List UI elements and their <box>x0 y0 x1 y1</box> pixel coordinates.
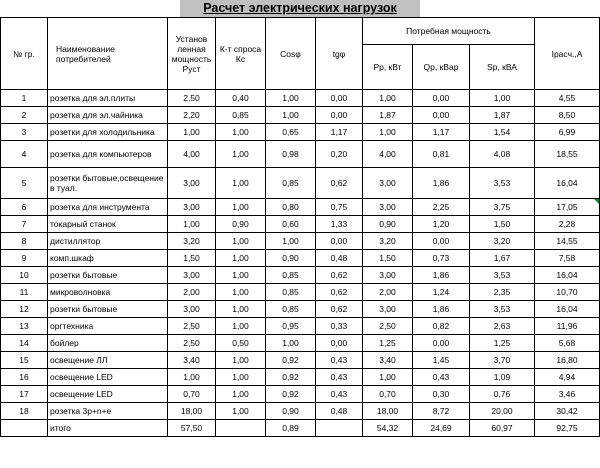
total-qp: 24,69 <box>413 420 470 437</box>
row-name: розетка для инструмента <box>48 199 168 216</box>
table-row <box>1 403 600 420</box>
row-sp: 2,63 <box>470 318 535 335</box>
row-demand-factor: 0,50 <box>216 335 266 352</box>
row-pp: 2,00 <box>363 284 413 301</box>
row-qp: 2,25 <box>413 199 470 216</box>
row-current: 16,80 <box>535 352 600 369</box>
total-installed: 57,50 <box>168 420 216 437</box>
row-installed: 4,00 <box>168 141 216 168</box>
row-name: розетки бытовые <box>48 301 168 318</box>
row-num: 5 <box>1 168 48 199</box>
row-demand-factor: 0,40 <box>216 90 266 107</box>
table-row <box>1 90 600 107</box>
row-cos: 1,00 <box>266 233 316 250</box>
row-current: 6,99 <box>535 124 600 141</box>
header-qp: Qр, кВар <box>413 45 470 90</box>
row-demand-factor: 1,00 <box>216 250 266 267</box>
row-installed: 1,00 <box>168 124 216 141</box>
row-sp: 3,53 <box>470 168 535 199</box>
row-current: 14,55 <box>535 233 600 250</box>
row-qp: 1,17 <box>413 124 470 141</box>
row-installed: 3,00 <box>168 301 216 318</box>
row-installed: 2,50 <box>168 318 216 335</box>
row-demand-factor: 1,00 <box>216 233 266 250</box>
row-current: 17,05 <box>535 199 600 216</box>
row-sp: 1,09 <box>470 369 535 386</box>
row-pp: 3,20 <box>363 233 413 250</box>
row-current: 10,70 <box>535 284 600 301</box>
row-num: 1 <box>1 90 48 107</box>
row-current: 2,28 <box>535 216 600 233</box>
row-cos: 1,00 <box>266 107 316 124</box>
row-num: 12 <box>1 301 48 318</box>
row-num: 4 <box>1 141 48 168</box>
row-qp: 8,72 <box>413 403 470 420</box>
row-cos: 0,92 <box>266 369 316 386</box>
row-demand-factor: 1,00 <box>216 369 266 386</box>
header-name: Наименование потребителей <box>48 18 168 90</box>
row-tg: 0,62 <box>316 168 363 199</box>
header-num: № гр. <box>1 18 48 90</box>
row-cos: 1,00 <box>266 335 316 352</box>
row-tg: 0,20 <box>316 141 363 168</box>
total-label: итого <box>48 420 168 437</box>
row-current: 3,46 <box>535 386 600 403</box>
table-row <box>1 107 600 124</box>
row-name: бойлер <box>48 335 168 352</box>
total-row <box>1 420 600 437</box>
row-num: 3 <box>1 124 48 141</box>
header-row-top <box>1 18 600 45</box>
row-pp: 1,50 <box>363 250 413 267</box>
row-qp: 1,24 <box>413 284 470 301</box>
row-sp: 4,08 <box>470 141 535 168</box>
total-current: 92,75 <box>535 420 600 437</box>
row-tg: 0,00 <box>316 107 363 124</box>
row-name: токарный станок <box>48 216 168 233</box>
row-installed: 0,70 <box>168 386 216 403</box>
row-name: освещение LED <box>48 386 168 403</box>
row-sp: 1,87 <box>470 107 535 124</box>
row-tg: 0,43 <box>316 386 363 403</box>
row-demand-factor: 1,00 <box>216 199 266 216</box>
table-body <box>1 90 600 420</box>
table-row <box>1 168 600 199</box>
row-cos: 0,85 <box>266 267 316 284</box>
row-sp: 1,67 <box>470 250 535 267</box>
row-installed: 3,20 <box>168 233 216 250</box>
header-demand-power: Потребная мощность <box>363 18 535 45</box>
row-sp: 1,54 <box>470 124 535 141</box>
table-row <box>1 369 600 386</box>
row-qp: 1,86 <box>413 301 470 318</box>
row-cos: 0,92 <box>266 352 316 369</box>
row-pp: 3,00 <box>363 267 413 284</box>
row-tg: 0,43 <box>316 369 363 386</box>
row-tg: 1,33 <box>316 216 363 233</box>
table-row <box>1 352 600 369</box>
row-demand-factor: 1,00 <box>216 124 266 141</box>
header-sp: Sр, кВА <box>470 45 535 90</box>
row-installed: 18,00 <box>168 403 216 420</box>
row-tg: 0,00 <box>316 233 363 250</box>
row-cos: 1,00 <box>266 90 316 107</box>
row-demand-factor: 1,00 <box>216 403 266 420</box>
row-pp: 3,00 <box>363 199 413 216</box>
header-tg: tgφ <box>316 18 363 90</box>
row-num: 9 <box>1 250 48 267</box>
row-tg: 0,48 <box>316 250 363 267</box>
row-pp: 0,70 <box>363 386 413 403</box>
row-name: освещение LED <box>48 369 168 386</box>
row-qp: 0,82 <box>413 318 470 335</box>
row-name: розетки бытовые,освещение в туал. <box>48 168 168 199</box>
total-num-cell <box>1 420 48 437</box>
row-num: 16 <box>1 369 48 386</box>
row-installed: 1,50 <box>168 250 216 267</box>
row-name: дистиллятор <box>48 233 168 250</box>
comment-marker-icon <box>594 199 599 204</box>
row-pp: 18,00 <box>363 403 413 420</box>
table-row <box>1 141 600 168</box>
row-demand-factor: 1,00 <box>216 168 266 199</box>
row-name: комп.шкаф <box>48 250 168 267</box>
row-tg: 0,48 <box>316 403 363 420</box>
table-row <box>1 284 600 301</box>
row-name: розетка для эл.чайника <box>48 107 168 124</box>
row-sp: 2,35 <box>470 284 535 301</box>
row-installed: 3,40 <box>168 352 216 369</box>
row-pp: 2,50 <box>363 318 413 335</box>
row-qp: 0,00 <box>413 107 470 124</box>
row-pp: 1,25 <box>363 335 413 352</box>
table-row <box>1 335 600 352</box>
row-installed: 2,00 <box>168 284 216 301</box>
table-row <box>1 216 600 233</box>
row-name: розетка для компьютеров <box>48 141 168 168</box>
row-sp: 3,20 <box>470 233 535 250</box>
row-current: 4,55 <box>535 90 600 107</box>
row-sp: 1,50 <box>470 216 535 233</box>
row-cos: 0,65 <box>266 124 316 141</box>
row-cos: 0,80 <box>266 199 316 216</box>
row-num: 17 <box>1 386 48 403</box>
row-demand-factor: 1,00 <box>216 386 266 403</box>
row-demand-factor: 0,90 <box>216 216 266 233</box>
row-sp: 3,70 <box>470 352 535 369</box>
row-cos: 0,85 <box>266 301 316 318</box>
row-pp: 1,00 <box>363 124 413 141</box>
row-qp: 1,86 <box>413 168 470 199</box>
total-cos: 0,89 <box>266 420 316 437</box>
row-installed: 1,00 <box>168 216 216 233</box>
table-row <box>1 301 600 318</box>
row-sp: 0,76 <box>470 386 535 403</box>
row-pp: 1,87 <box>363 107 413 124</box>
table-row <box>1 124 600 141</box>
row-num: 6 <box>1 199 48 216</box>
row-num: 18 <box>1 403 48 420</box>
row-pp: 1,00 <box>363 90 413 107</box>
row-pp: 1,00 <box>363 369 413 386</box>
row-pp: 3,40 <box>363 352 413 369</box>
row-current: 16,04 <box>535 301 600 318</box>
row-tg: 1,17 <box>316 124 363 141</box>
row-num: 13 <box>1 318 48 335</box>
row-tg: 0,62 <box>316 301 363 318</box>
row-qp: 0,00 <box>413 90 470 107</box>
total-kc-cell <box>216 420 266 437</box>
row-installed: 3,00 <box>168 267 216 284</box>
row-qp: 0,81 <box>413 141 470 168</box>
table-row <box>1 318 600 335</box>
row-tg: 0,00 <box>316 335 363 352</box>
row-tg: 0,62 <box>316 284 363 301</box>
row-current: 11,96 <box>535 318 600 335</box>
row-pp: 3,00 <box>363 301 413 318</box>
table-row <box>1 199 600 216</box>
row-installed: 3,00 <box>168 168 216 199</box>
row-installed: 3,00 <box>168 199 216 216</box>
row-qp: 1,86 <box>413 267 470 284</box>
row-tg: 0,75 <box>316 199 363 216</box>
total-tg-cell <box>316 420 363 437</box>
row-current: 30,42 <box>535 403 600 420</box>
row-demand-factor: 1,00 <box>216 284 266 301</box>
row-qp: 0,00 <box>413 233 470 250</box>
row-cos: 0,95 <box>266 318 316 335</box>
header-demand-factor: К-т спроса Кс <box>216 18 266 90</box>
row-qp: 0,73 <box>413 250 470 267</box>
row-demand-factor: 1,00 <box>216 267 266 284</box>
row-installed: 2,20 <box>168 107 216 124</box>
row-current: 16,04 <box>535 267 600 284</box>
row-current: 4,94 <box>535 369 600 386</box>
row-sp: 3,53 <box>470 267 535 284</box>
table-row <box>1 267 600 284</box>
row-current: 8,50 <box>535 107 600 124</box>
row-installed: 1,00 <box>168 369 216 386</box>
row-name: розетка для эл.плиты <box>48 90 168 107</box>
row-tg: 0,00 <box>316 90 363 107</box>
header-pp: Рр, кВт <box>363 45 413 90</box>
row-demand-factor: 1,00 <box>216 141 266 168</box>
row-installed: 2,50 <box>168 90 216 107</box>
row-cos: 0,90 <box>266 250 316 267</box>
row-qp: 0,30 <box>413 386 470 403</box>
row-name: розетки для холодильника <box>48 124 168 141</box>
row-cos: 0,92 <box>266 386 316 403</box>
row-qp: 1,45 <box>413 352 470 369</box>
row-num: 14 <box>1 335 48 352</box>
row-num: 11 <box>1 284 48 301</box>
row-name: оргтехника <box>48 318 168 335</box>
row-name: микроволновка <box>48 284 168 301</box>
row-tg: 0,62 <box>316 267 363 284</box>
row-sp: 1,25 <box>470 335 535 352</box>
table-row <box>1 250 600 267</box>
row-num: 8 <box>1 233 48 250</box>
row-demand-factor: 1,00 <box>216 318 266 335</box>
row-sp: 1,00 <box>470 90 535 107</box>
load-calculation-table <box>0 17 600 437</box>
row-qp: 0,00 <box>413 335 470 352</box>
header-cos: Cosφ <box>266 18 316 90</box>
row-sp: 3,53 <box>470 301 535 318</box>
total-sp: 60,97 <box>470 420 535 437</box>
row-pp: 4,00 <box>363 141 413 168</box>
row-cos: 0,98 <box>266 141 316 168</box>
row-num: 7 <box>1 216 48 233</box>
row-num: 15 <box>1 352 48 369</box>
row-cos: 0,85 <box>266 168 316 199</box>
row-demand-factor: 0,85 <box>216 107 266 124</box>
row-cos: 0,90 <box>266 403 316 420</box>
row-current: 18,55 <box>535 141 600 168</box>
row-tg: 0,43 <box>316 352 363 369</box>
total-pp: 54,32 <box>363 420 413 437</box>
header-installed: Установ ленная мощность Руст <box>168 18 216 90</box>
row-pp: 3,00 <box>363 168 413 199</box>
header-current: Iрасч.,А <box>535 18 600 90</box>
row-installed: 2,50 <box>168 335 216 352</box>
row-name: освещение ЛЛ <box>48 352 168 369</box>
row-current: 5,68 <box>535 335 600 352</box>
row-cos: 0,85 <box>266 284 316 301</box>
row-num: 2 <box>1 107 48 124</box>
row-demand-factor: 1,00 <box>216 352 266 369</box>
row-current: 16,04 <box>535 168 600 199</box>
table-row <box>1 386 600 403</box>
table-row <box>1 233 600 250</box>
row-sp: 20,00 <box>470 403 535 420</box>
row-name: розетки бытовые <box>48 267 168 284</box>
row-demand-factor: 1,00 <box>216 301 266 318</box>
row-pp: 0,90 <box>363 216 413 233</box>
row-current: 7,58 <box>535 250 600 267</box>
row-sp: 3,75 <box>470 199 535 216</box>
row-num: 10 <box>1 267 48 284</box>
row-tg: 0,33 <box>316 318 363 335</box>
row-qp: 0,43 <box>413 369 470 386</box>
table-title: Расчет электрических нагрузок <box>180 0 420 17</box>
row-name: розетка 3р+n+е <box>48 403 168 420</box>
row-cos: 0,60 <box>266 216 316 233</box>
row-qp: 1,20 <box>413 216 470 233</box>
